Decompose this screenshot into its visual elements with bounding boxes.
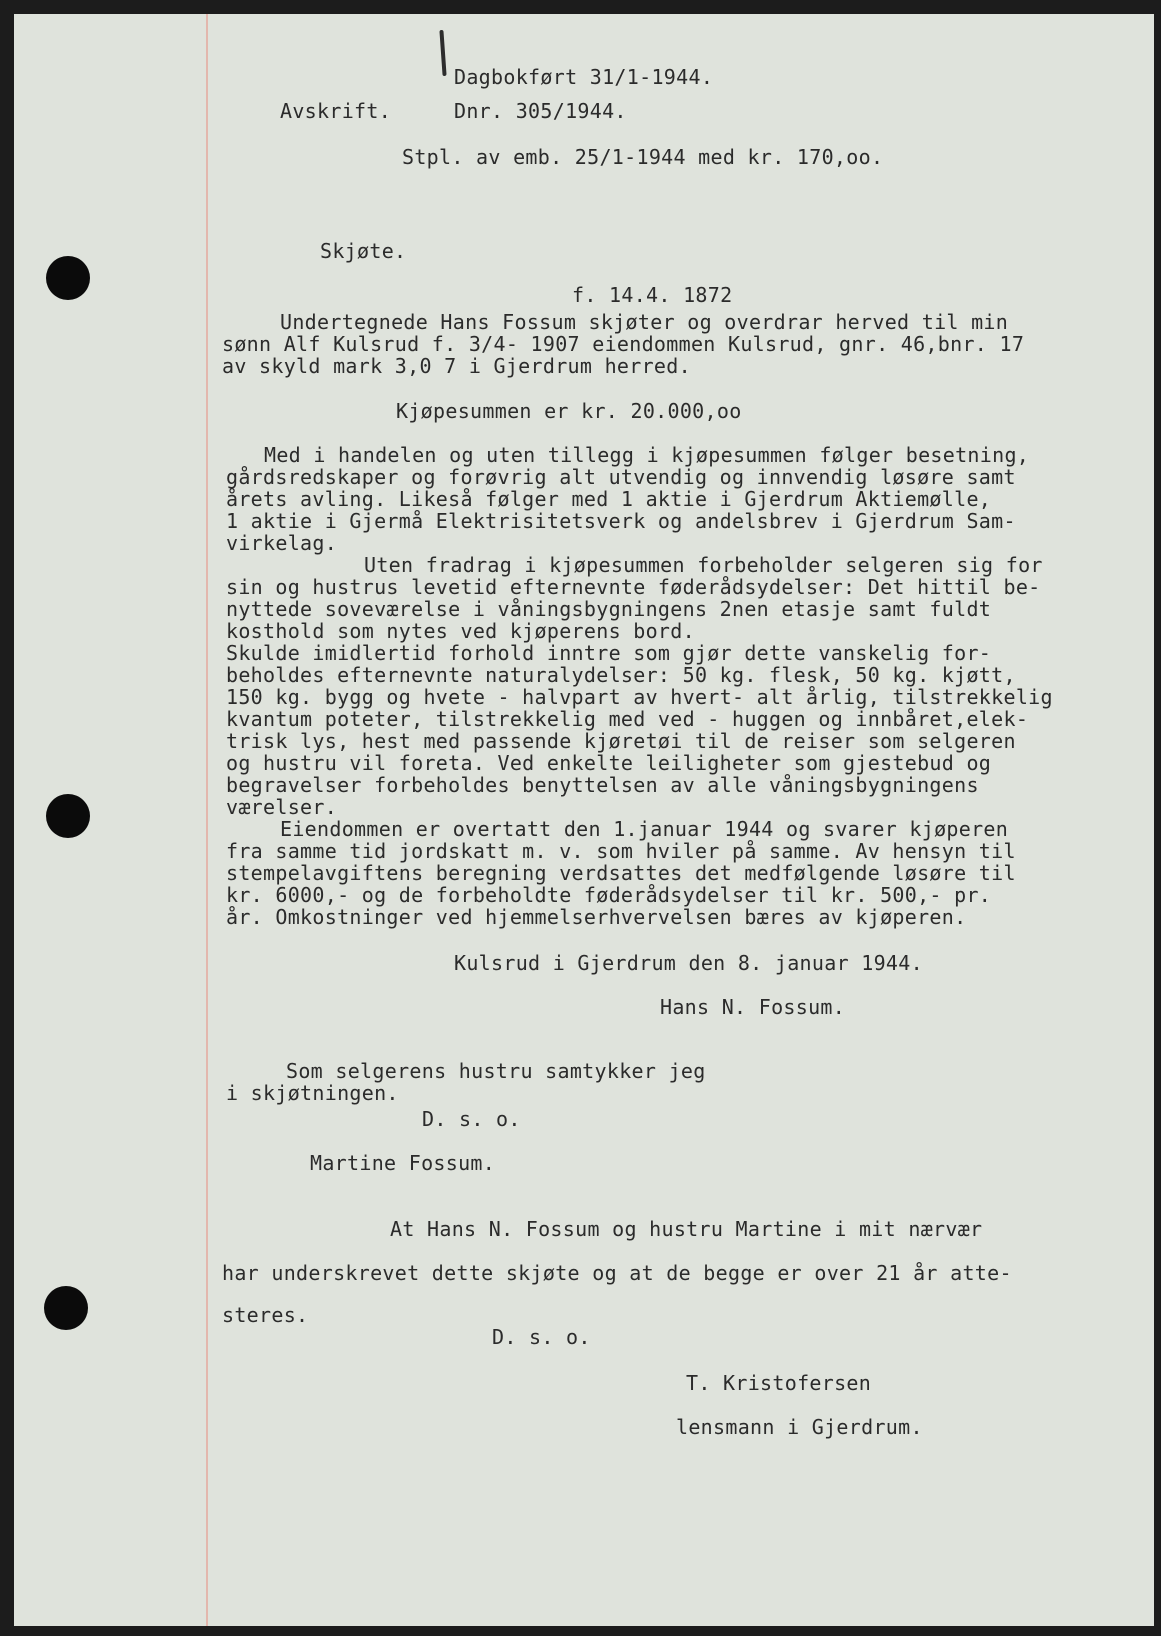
attest-line: har underskrevet dette skjøte og at de begge er over 21 år atte-: [222, 1261, 1012, 1285]
body-line: værelser.: [226, 795, 338, 819]
attest-line: At Hans N. Fossum og hustru Martine i mit nærvær: [390, 1217, 983, 1241]
body-line: kvantum poteter, tilstrekkelig med ved - huggen og innbåret,elek-: [226, 707, 1029, 731]
avskrift-label: Avskrift.: [280, 99, 392, 123]
check-mark: [439, 30, 446, 76]
body-line: kr. 6000,- og de forbeholdte føderådsydelser til kr. 500,- pr.: [226, 883, 992, 907]
intro-line: Undertegnede Hans Fossum skjøter og overdrar herved til min: [280, 310, 1009, 334]
body-line: stempelavgiftens beregning verdsattes det medfølgende løsøre til: [226, 861, 1016, 885]
attest-line: steres.: [222, 1303, 309, 1327]
body-line: kosthold som nytes ved kjøperens bord.: [226, 619, 695, 643]
document-page: [14, 14, 1154, 1626]
intro-line: av skyld mark 3,0 7 i Gjerdrum herred.: [222, 354, 691, 378]
dagbok-stamp: Dagbokført 31/1-1944.: [454, 65, 714, 89]
dnr-number: Dnr. 305/1944.: [454, 99, 627, 123]
officer-name: T. Kristofersen: [686, 1371, 872, 1395]
body-line: virkelag.: [226, 531, 338, 555]
seller-signature: Hans N. Fossum.: [660, 995, 846, 1019]
margin-rule: [206, 14, 208, 1626]
body-line: Eiendommen er overtatt den 1.januar 1944 og svarer kjøperen: [280, 817, 1009, 841]
body-line: Uten fradrag i kjøpesummen forbeholder selgeren sig for: [364, 553, 1043, 577]
body-line: Skulde imidlertid forhold inntre som gjør dette vanskelig for-: [226, 641, 992, 665]
body-line: sin og hustrus levetid efternevnte føderådsydelser: Det hittil be-: [226, 575, 1041, 599]
stamp-duty-note: Stpl. av emb. 25/1-1944 med kr. 170,oo.: [402, 145, 884, 169]
place-date: Kulsrud i Gjerdrum den 8. januar 1944.: [454, 951, 923, 975]
consent-line: Som selgerens hustru samtykker jeg: [286, 1059, 706, 1083]
officer-title: lensmann i Gjerdrum.: [676, 1415, 923, 1439]
body-line: 150 kg. bygg og hvete - halvpart av hvert- alt årlig, tilstrekkelig: [226, 685, 1053, 709]
body-line: 1 aktie i Gjermå Elektrisitetsverk og andelsbrev i Gjerdrum Sam-: [226, 509, 1016, 533]
birth-note: f. 14.4. 1872: [572, 283, 733, 307]
body-line: gårdsredskaper og forøvrig alt utvendig og innvendig løsøre samt: [226, 465, 1016, 489]
body-line: beholdes efternevnte naturalydelser: 50 kg. flesk, 50 kg. kjøtt,: [226, 663, 1016, 687]
body-line: og hustru vil foreta. Ved enkelte leiligheter som gjestebud og: [226, 751, 992, 775]
body-line: år. Omkostninger ved hjemmelserhvervelsen bæres av kjøperen.: [226, 905, 967, 929]
body-line: trisk lys, hest med passende kjøretøi til de reiser som selgeren: [226, 729, 1016, 753]
body-line: begravelser forbeholdes benyttelsen av alle våningsbygningens: [226, 773, 979, 797]
wife-signature: Martine Fossum.: [310, 1151, 496, 1175]
punch-hole: [46, 256, 90, 300]
punch-hole: [46, 794, 90, 838]
intro-line: sønn Alf Kulsrud f. 3/4- 1907 eiendommen Kulsrud, gnr. 46,bnr. 17: [222, 332, 1025, 356]
dso-mark: D. s. o.: [422, 1107, 521, 1131]
body-line: fra samme tid jordskatt m. v. som hviler på samme. Av hensyn til: [226, 839, 1016, 863]
dso-mark: D. s. o.: [492, 1325, 591, 1349]
body-line: Med i handelen og uten tillegg i kjøpesummen følger besetning,: [264, 443, 1030, 467]
purchase-price: Kjøpesummen er kr. 20.000,oo: [396, 399, 742, 423]
body-line: årets avling. Likeså følger med 1 aktie i Gjerdrum Aktiemølle,: [226, 487, 992, 511]
body-line: nyttede soveværelse i våningsbygningens 2nen etasje samt fuldt: [226, 597, 992, 621]
punch-hole: [44, 1286, 88, 1330]
consent-line: i skjøtningen.: [226, 1081, 399, 1105]
document-title: Skjøte.: [320, 239, 407, 263]
